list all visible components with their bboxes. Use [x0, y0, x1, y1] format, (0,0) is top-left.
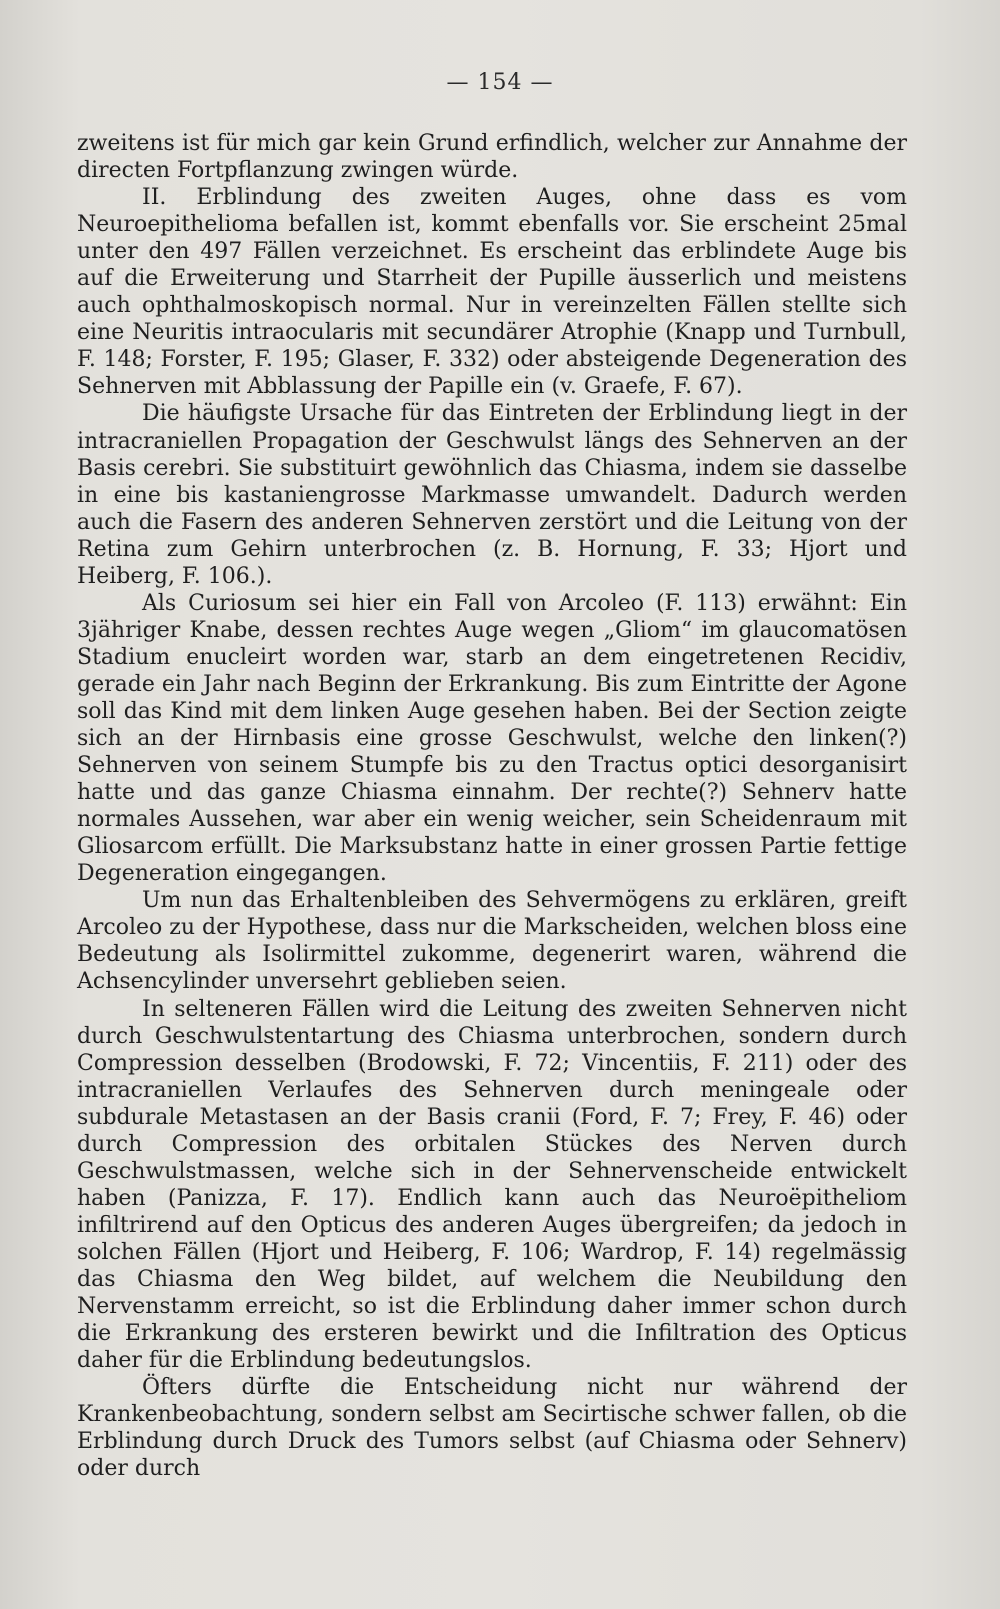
body-text	[77, 130, 907, 1482]
paragraph-6: In selteneren Fällen wird die Leitung des zweiten Sehnerven nicht durch Geschwulstentartung des Chiasma unterbrochen, sondern durch Compression desselben (Brodowski, F. 72; Vincentiis, F. 211) oder des intracraniellen Verlaufes des Sehnerven durch meningeale oder subdurale Metastasen an der Basis cranii (Ford, F. 7; Frey, F. 46) oder durch Compression des orbitalen Stückes des Nerven durch Geschwulstmassen, welche sich in der Sehnervenscheide entwickelt haben (Panizza, F. 17). Endlich kann auch das Neuroëpitheliom infiltrirend auf den Opticus des anderen Auges übergreifen; da jedoch in solchen Fällen (Hjort und Heiberg, F. 106; Wardrop, F. 14) regelmässig das Chiasma den Weg bildet, auf welchem die Neubildung den Nervenstamm erreicht, so ist die Erblindung daher immer schon durch die Erkrankung des ersteren bewirkt und die Infiltration des Opticus daher für die Erblindung bedeutungslos.	[77, 996, 907, 1374]
paragraph-5: Um nun das Erhaltenbleiben des Sehvermögens zu erklären, greift Arcoleo zu der Hypothese, dass nur die Markscheiden, welchen bloss eine Bedeutung als Isolirmittel zukomme, degenerirt waren, während die Achsencylinder unversehrt geblieben seien.	[77, 888, 907, 995]
paragraph-4: Als Curiosum sei hier ein Fall von Arcoleo (F. 113) erwähnt: Ein 3jähriger Knabe, dessen rechtes Auge wegen „Gliom“ im glaucomatösen Stadium enucleirt worden war, starb an dem eingetretenen Recidiv, gerade ein Jahr nach Beginn der Erkrankung. Bis zum Eintritte der Agone soll das Kind mit dem linken Auge gesehen haben. Bei der Section zeigte sich an der Hirnbasis eine grosse Geschwulst, welche den linken(?) Sehnerven von seinem Stumpfe bis zu den Tractus optici desorganisirt hatte und das ganze Chiasma einnahm. Der rechte(?) Sehnerv hatte normales Aussehen, war aber ein wenig weicher, sein Scheidenraum mit Gliosarcom erfüllt. Die Marksubstanz hatte in einer grossen Partie fettige Degeneration eingegangen.	[77, 590, 907, 887]
paragraph-3: Die häufigste Ursache für das Eintreten der Erblindung liegt in der intracraniellen Propagation der Geschwulst längs des Sehnerven an der Basis cerebri. Sie substituirt gewöhnlich das Chiasma, indem sie dasselbe in eine bis kastaniengrosse Markmasse umwandelt. Dadurch werden auch die Fasern des anderen Sehnerven zerstört und die Leitung von der Retina zum Gehirn unterbrochen (z. B. Hornung, F. 33; Hjort und Heiberg, F. 106.).	[77, 401, 907, 589]
page-number: — 154 —	[446, 70, 554, 95]
paragraph-7: Öfters dürfte die Entscheidung nicht nur während der Krankenbeobachtung, sondern selbst am Secirtische schwer fallen, ob die Erblindung durch Druck des Tumors selbst (auf Chiasma oder Sehnerv) oder durch	[77, 1375, 907, 1482]
paragraph-2: II. Erblindung des zweiten Auges, ohne dass es vom Neuroepithelioma befallen ist, kommt ebenfalls vor. Sie erscheint 25mal unter den 497 Fällen verzeichnet. Es erscheint das erblindete Auge bis auf die Erweiterung und Starrheit der Pupille äusserlich und meistens auch ophthalmoskopisch normal. Nur in vereinzelten Fällen stellte sich eine Neuritis intraocularis mit secundärer Atrophie (Knapp und Turnbull, F. 148; Forster, F. 195; Glaser, F. 332) oder absteigende Degeneration des Sehnerven mit Abblassung der Papille ein (v. Graefe, F. 67).	[77, 185, 907, 400]
paragraph-1: zweitens ist für mich gar kein Grund erfindlich, welcher zur Annahme der directen Fortpflanzung zwingen würde.	[77, 131, 907, 184]
